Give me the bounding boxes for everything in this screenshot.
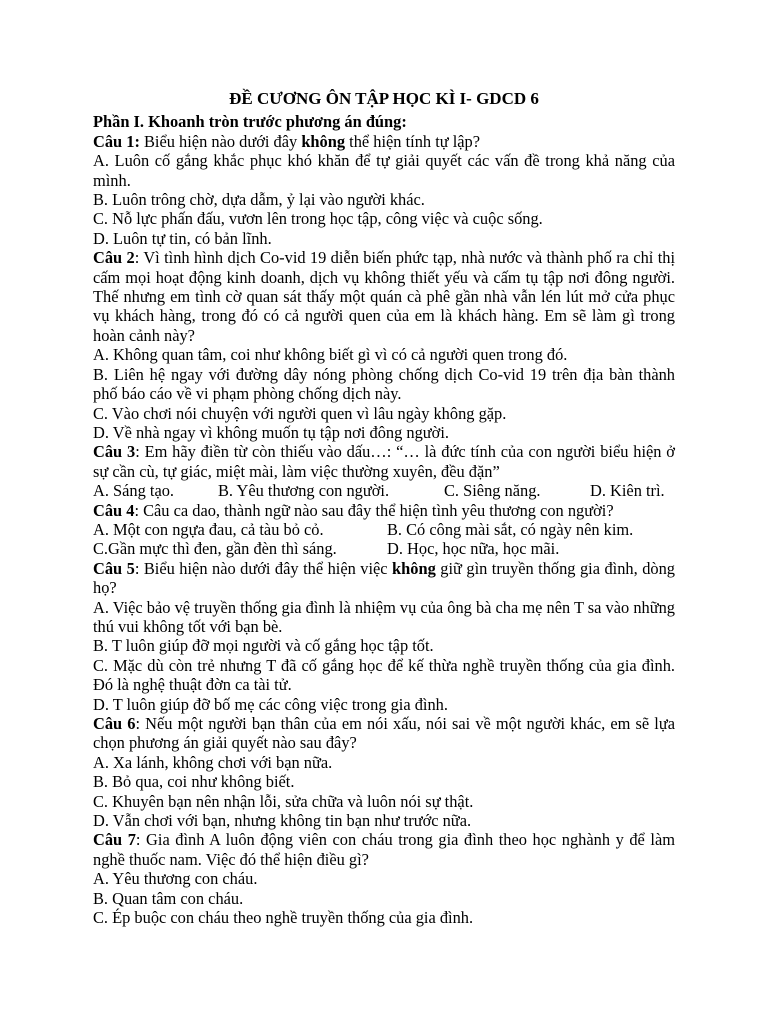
option-c: C. Siêng năng. xyxy=(444,481,541,501)
question-text: Biểu hiện nào dưới đây xyxy=(139,131,302,151)
question-text: : Em hãy điền từ còn thiếu vào dấu…: “… là đức tính của con người biểu hiện ở sự cần cù, tự giác, miệt mài, làm việc thường xuyên, đều đặn” xyxy=(93,442,675,481)
option-a: A. Sáng tạo. xyxy=(93,481,175,501)
question-5 xyxy=(93,559,675,598)
question-1 xyxy=(93,132,675,151)
option-a: A. Yêu thương con cháu. xyxy=(93,869,258,889)
option-d: D. T luôn giúp đỡ bố mẹ các công việc trong gia đình. xyxy=(93,694,448,714)
question-text: : Gia đình A luôn động viên con cháu trong gia đình theo học nghành y để làm nghề thuốc nam. Việc đó thể hiện điều gì? xyxy=(93,830,675,869)
option-b: B. Có công mài sắt, có ngày nên kim. xyxy=(387,519,634,539)
question-label: Câu 7 xyxy=(93,830,136,850)
option-b: B. T luôn giúp đỡ mọi người và cố gắng học tập tốt. xyxy=(93,636,434,656)
document-page xyxy=(93,89,675,927)
question-text: : Biểu hiện nào dưới đây thể hiện việc xyxy=(134,558,393,578)
question-label: Câu 1: xyxy=(93,131,140,151)
question-label: Câu 2 xyxy=(93,248,135,268)
option-c: C.Gần mực thì đen, gần đèn thì sáng. xyxy=(93,539,337,559)
question-label: Câu 3 xyxy=(93,442,136,462)
options-row xyxy=(93,481,675,500)
option-b: B. Quan tâm con cháu. xyxy=(93,888,244,908)
question-label: Câu 4 xyxy=(93,500,135,520)
question-7 xyxy=(93,830,675,869)
question-text: giữ gìn truyền thống gia đình, dòng họ? xyxy=(93,558,675,598)
question-text: : Nếu một người bạn thân của em nói xấu, nói sai về một người khác, em sẽ lựa chọn phương án giải quyết nào sau đây? xyxy=(93,714,675,753)
options-row xyxy=(93,539,675,558)
option-c: C. Vào chơi nói chuyện với người quen vì lâu ngày không gặp. xyxy=(93,403,507,423)
option-d: D. Học, học nữa, học mãi. xyxy=(387,539,560,559)
option-a: A. Không quan tâm, coi như không biết gì vì có cả người quen trong đó. xyxy=(93,345,568,365)
option-a: A. Việc bảo vệ truyền thống gia đình là nhiệm vụ của ông bà cha mẹ nên T sa vào những thú vui không tốt với bạn bè. xyxy=(93,597,675,636)
question-text: thể hiện tính tự lập? xyxy=(345,131,481,151)
option-a: A. Luôn cố gắng khắc phục khó khăn để tự giải quyết các vấn đề trong khả năng của mình. xyxy=(93,151,675,190)
option-a: A. Một con ngựa đau, cả tàu bỏ cỏ. xyxy=(93,519,324,539)
question-4 xyxy=(93,501,675,520)
option-b: B. Luôn trông chờ, dựa dẫm, ỷ lại vào người khác. xyxy=(93,190,425,210)
question-6 xyxy=(93,714,675,753)
question-3 xyxy=(93,442,675,481)
option-a: A. Xa lánh, không chơi với bạn nữa. xyxy=(93,752,333,772)
option-d: D. Về nhà ngay vì không muốn tụ tập nơi đông người. xyxy=(93,422,449,442)
question-2 xyxy=(93,248,675,345)
document-title: ĐỀ CƯƠNG ÔN TẬP HỌC KÌ I- GDCD 6 xyxy=(229,89,539,108)
question-text: : Câu ca dao, thành ngữ nào sau đây thể hiện tình yêu thương con người? xyxy=(134,500,614,520)
option-b: B. Bỏ qua, coi như không biết. xyxy=(93,772,295,792)
option-c: C. Mặc dù còn trẻ nhưng T đã cố gắng học để kế thừa nghề truyền thống của gia đình. Đó là nghệ thuật đờn ca tài tử. xyxy=(93,655,675,695)
option-c: C. Khuyên bạn nên nhận lỗi, sửa chữa và luôn nói sự thật. xyxy=(93,791,474,811)
option-d: D. Luôn tự tin, có bản lĩnh. xyxy=(93,228,272,248)
question-label: Câu 6 xyxy=(93,714,136,733)
question-emphasis: không xyxy=(392,558,436,578)
section-heading: Phần I. Khoanh tròn trước phương án đúng: xyxy=(93,112,407,132)
question-label: Câu 5 xyxy=(93,558,135,578)
option-b: B. Liên hệ ngay với đường dây nóng phòng chống dịch Co-vid 19 trên địa bàn thành phố báo cáo về vi phạm phòng chống dịch này. xyxy=(93,364,675,404)
option-d: D. Vẫn chơi với bạn, nhưng không tin bạn như trước nữa. xyxy=(93,811,472,831)
question-text: : Vì tình hình dịch Co-vid 19 diễn biến phức tạp, nhà nước và thành phố ra chỉ thị cấm mọi hoạt động kinh doanh, dịch vụ không thiết yếu và cấm tụ tập nơi đông người. Thế nhưng em tình cờ quan sát thấy một quán cà phê gần nhà vẫn lén lút mở cửa phục vụ khách hàng, trong đó có cả người quen của em là khách hàng. Em sẽ làm gì trong hoàn cảnh này? xyxy=(93,248,675,345)
question-emphasis: không xyxy=(301,131,346,151)
option-c: C. Ép buộc con cháu theo nghề truyền thống của gia đình. xyxy=(93,908,474,928)
options-row xyxy=(93,520,675,539)
option-b: B. Yêu thương con người. xyxy=(218,481,390,501)
option-d: D. Kiên trì. xyxy=(590,481,665,501)
option-c: C. Nỗ lực phấn đấu, vươn lên trong học tập, công việc và cuộc sống. xyxy=(93,209,543,229)
